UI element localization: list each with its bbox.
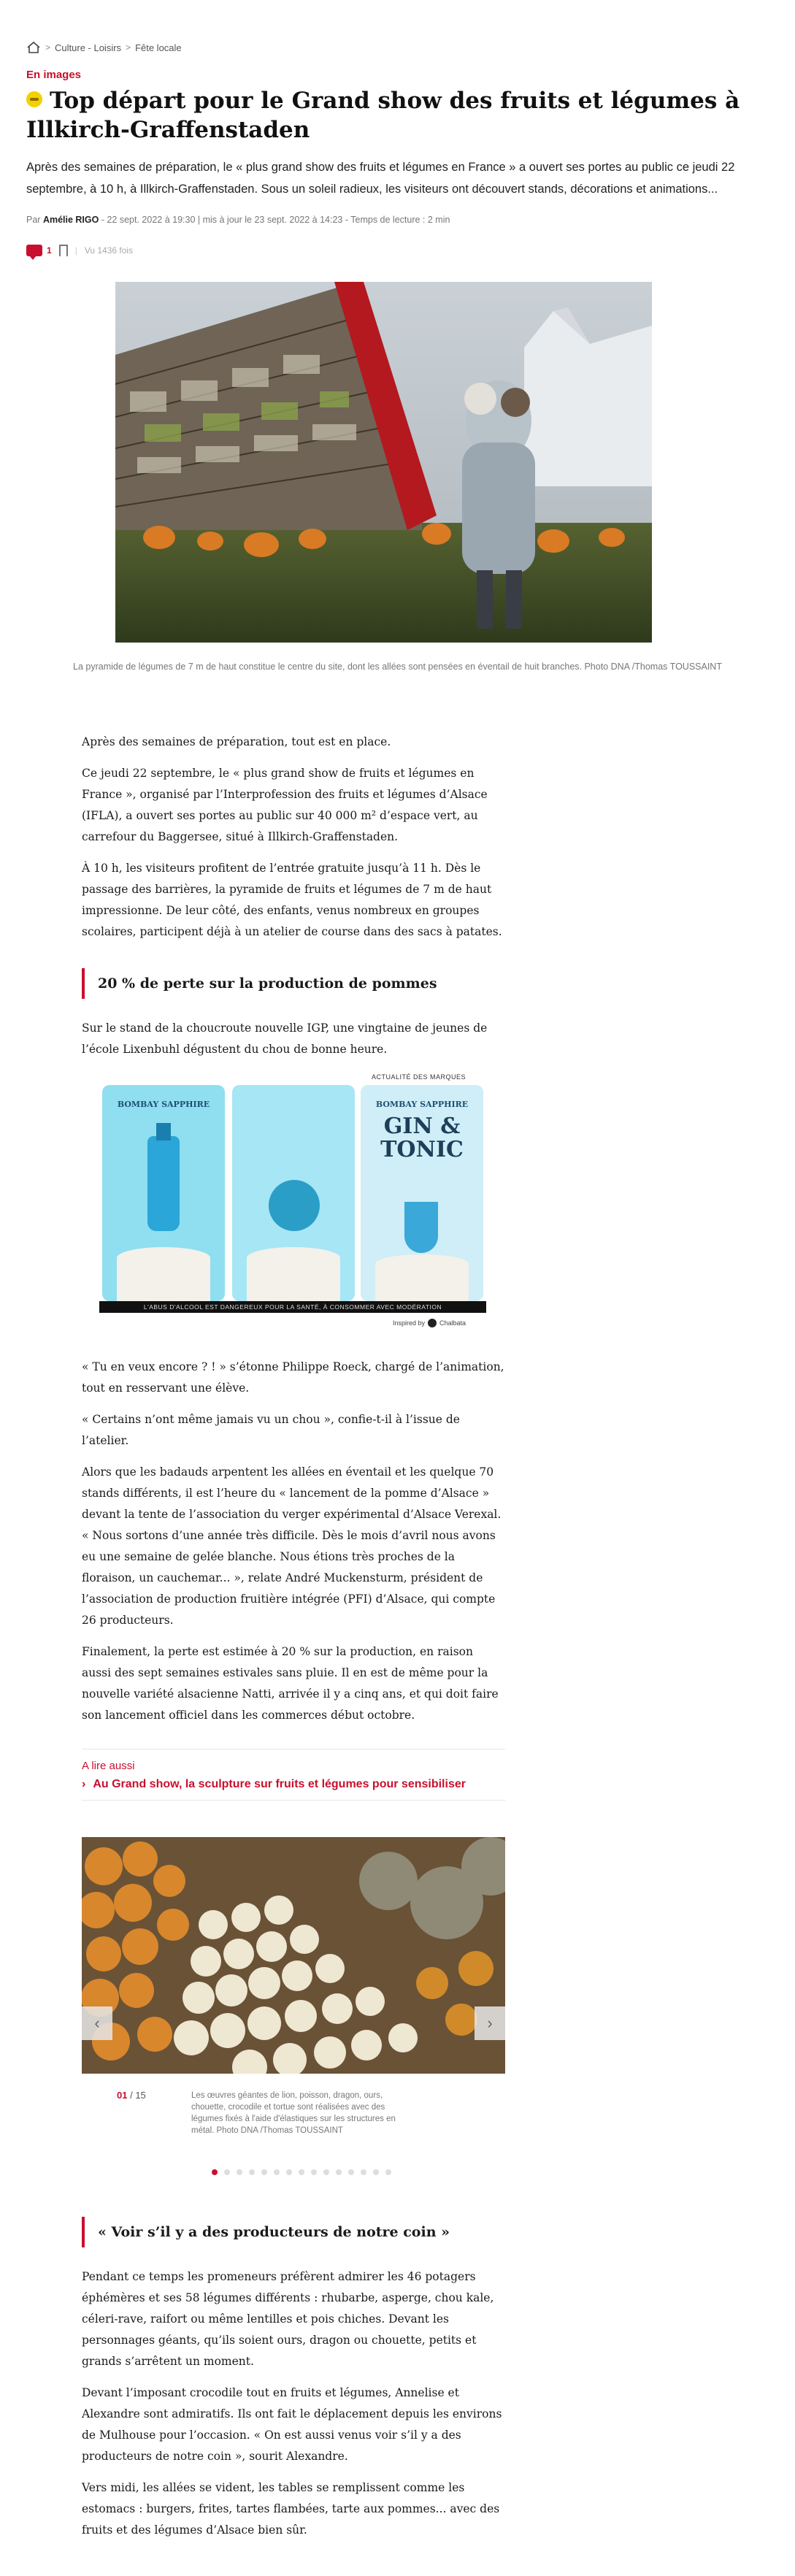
paragraph: Après des semaines de préparation, tout est en place. — [82, 735, 391, 748]
subheading: 20 % de perte sur la production de pommes — [82, 968, 505, 999]
article-body — [82, 2266, 505, 2551]
article-body — [82, 1357, 505, 1736]
cocktail-icon — [404, 1202, 438, 1253]
gallery-counter: 01 / 15 — [117, 2090, 146, 2101]
bottle-neck — [156, 1123, 171, 1141]
author-link[interactable]: Amélie RIGO — [42, 215, 99, 225]
gallery-next-button[interactable] — [475, 2006, 505, 2040]
article-actions — [26, 245, 769, 256]
article-meta — [26, 215, 769, 225]
ad-panel-gin-tonic[interactable] — [361, 1085, 483, 1301]
sponsored-ad[interactable] — [99, 1073, 486, 1329]
gallery-dot[interactable] — [323, 2169, 329, 2175]
ad-gin-tonic: GIN & TONIC — [380, 1113, 464, 1162]
gallery-dot[interactable] — [212, 2169, 218, 2175]
read-also-box — [82, 1749, 505, 1801]
gallery-dot[interactable] — [385, 2169, 391, 2175]
section-tag[interactable]: En images — [26, 69, 82, 81]
paragraph: Alors que les badauds arpentent les allées en éventail et les quelque 70 stands différents, il est l’heure du « lancement de la pomme d’Alsace » devant la tente de l’association du verger expérimental d’Alsace Verexal. « Nous sortons d’une année très difficile. Dès le mois d’avril nous avons eu une semaine de gelée blanche. Nous étions très proches de la floraison, un cauchemar... », relate André Muckensturm, président de l’association de production fruitière intégrée (PFI) d’Alsace, qui compte 26 producteurs. — [82, 1465, 502, 1627]
chevron-left-icon: ‹ — [94, 2014, 100, 2032]
gallery-dot[interactable] — [348, 2169, 354, 2175]
paragraph: Pendant ce temps les promeneurs préfèrent admirer les 46 potagers éphémères et ses 58 légumes différents : rhubarbe, asperge, chou kale, céleri-rave, raifort ou même lentilles et pois chiches. Devant les personnages géants, qu’ils soient ours, dragon ou chouette, petits et grands s’arrêtent un moment. — [82, 2270, 494, 2368]
breadcrumb-separator: > — [45, 42, 51, 53]
paragraph: Vers midi, les allées se vident, les tables se remplissent comme les estomacs : burgers, frites, tartes flambées, tarte aux pommes... avec des fruits et des légumes d’Alsace bien sûr. — [82, 2481, 500, 2537]
hero-caption: La pyramide de légumes de 7 m de haut constitue le centre du site, dont les allées sont pensées en éventail de huit branches. Photo DNA /Thomas TOUSSAINT — [73, 662, 722, 672]
plinth — [247, 1247, 340, 1301]
chevron-right-icon: › — [487, 2014, 493, 2032]
badge-icon — [26, 91, 42, 107]
ad-disclaimer — [99, 1301, 486, 1313]
read-also-link[interactable] — [82, 1778, 466, 1790]
gallery-dot[interactable] — [274, 2169, 280, 2175]
meta-prefix: Par — [26, 215, 41, 225]
comments-count[interactable]: 1 — [47, 245, 52, 256]
ad-panel-bottle[interactable] — [102, 1085, 225, 1301]
meta-dates: - 22 sept. 2022 à 19:30 | mis à jour le 23 sept. 2022 à 14:23 - Temps de lecture : 2 min — [99, 215, 450, 225]
glass-icon — [269, 1180, 320, 1231]
gallery-dot[interactable] — [286, 2169, 292, 2175]
gallery-dot[interactable] — [249, 2169, 255, 2175]
ad-panel-glass[interactable] — [232, 1085, 355, 1301]
paragraph: Ce jeudi 22 septembre, le « plus grand show de fruits et légumes en France », organisé par l’Interprofession des fruits et légumes d’Alsace (IFLA), a ouvert ses portes au public sur 40 000 m² d’espace vert, au carrefour du Baggersee, situé à Illkirch-Graffenstaden. — [82, 767, 488, 843]
gallery-prev-button[interactable] — [82, 2006, 112, 2040]
paragraph: Devant l’imposant crocodile tout en fruits et légumes, Annelise et Alexandre sont admiratifs. Ils ont fait le déplacement depuis les environs de Mulhouse pour l’occasion. « On est aussi venus voir s’il y a des producteurs de notre coin », sourit Alexandre. — [82, 2386, 502, 2463]
ad-brand: BOMBAY SAPPHIRE — [375, 1100, 469, 1109]
read-also-label: A lire aussi — [82, 1760, 135, 1772]
article-lead: Après des semaines de préparation, le « plus grand show des fruits et légumes en France » a ouvert ses portes au public ce jeudi 22 septembre, à 10 h, à Illkirch-Graffenstaden. Sous un soleil radieux, les visiteurs ont découvert stands, décorations et animations... — [26, 161, 735, 196]
paragraph: Finalement, la perte est estimée à 20 % sur la production, en raison aussi des sept semaines estivales sans pluie. Il en est de même pour la nouvelle variété alsacienne Natti, arrivée il y a cinq ans, et qui doit faire son lancement officiel dans les commerces début octobre. — [82, 1645, 499, 1722]
article-body — [82, 732, 505, 953]
gallery-dot[interactable] — [237, 2169, 242, 2175]
breadcrumb-item-culture[interactable]: Culture - Loisirs — [55, 42, 122, 53]
hero-image — [115, 282, 652, 643]
comment-icon[interactable] — [26, 245, 42, 256]
ad-disclaimer-text: L'ABUS D'ALCOOL EST DANGEREUX POUR LA SANTÉ, À CONSOMMER AVEC MODÉRATION — [143, 1303, 442, 1311]
chalbata-logo-icon — [428, 1319, 437, 1327]
gallery-dot[interactable] — [373, 2169, 379, 2175]
divider: | — [74, 245, 77, 256]
article-title-text: Top départ pour le Grand show des fruits et légumes à Illkirch-Graffenstaden — [26, 88, 740, 143]
paragraph: « Certains n’ont même jamais vu un chou », confie-t-il à l’issue de l’atelier. — [82, 1413, 460, 1447]
ad-footer-brand: Chalbata — [439, 1319, 466, 1327]
gallery-current: 01 — [117, 2090, 128, 2101]
plinth — [375, 1254, 469, 1301]
gallery-total: 15 — [135, 2090, 146, 2101]
ad-brand: BOMBAY SAPPHIRE — [117, 1100, 210, 1109]
article-body — [82, 1018, 505, 1070]
paragraph: Sur le stand de la choucroute nouvelle IGP, une vingtaine de jeunes de l’école Lixenbuhl dégustent du chou de bonne heure. — [82, 1021, 488, 1056]
bookmark-icon[interactable] — [59, 245, 68, 256]
gallery-dot[interactable] — [224, 2169, 230, 2175]
bottle-icon — [147, 1136, 180, 1231]
views-count: Vu 1436 fois — [84, 245, 134, 256]
home-icon[interactable] — [26, 41, 41, 54]
gallery-dot[interactable] — [311, 2169, 317, 2175]
ad-footer — [393, 1319, 466, 1327]
breadcrumb-separator: > — [126, 42, 131, 53]
breadcrumb-item-fete-locale[interactable]: Fête locale — [135, 42, 182, 53]
paragraph: À 10 h, les visiteurs profitent de l’entrée gratuite jusqu’à 11 h. Dès le passage des barrières, la pyramide de fruits et légumes de 7 m de haut impressionne. De leur côté, des enfants, venus nombreux en groupes scolaires, participent déjà à un atelier de course dans des sacs à patates. — [82, 862, 502, 938]
article-title — [26, 86, 769, 145]
breadcrumb — [26, 41, 769, 54]
paragraph: « Tu en veux encore ? ! » s’étonne Philippe Roeck, chargé de l’animation, tout en resservant une élève. — [82, 1360, 504, 1395]
subheading: « Voir s’il y a des producteurs de notre coin » — [82, 2217, 505, 2247]
gallery-dot[interactable] — [361, 2169, 366, 2175]
ad-header: ACTUALITÉ DES MARQUES — [371, 1073, 466, 1081]
gallery-dot[interactable] — [336, 2169, 342, 2175]
gallery-dot[interactable] — [261, 2169, 267, 2175]
gallery-dots — [212, 2169, 391, 2175]
gallery-dot[interactable] — [299, 2169, 304, 2175]
read-also-link-text: Au Grand show, la sculpture sur fruits et légumes pour sensibiliser — [93, 1778, 466, 1790]
gallery-image[interactable] — [82, 1837, 505, 2074]
arrow-right-icon: › — [82, 1778, 86, 1790]
ad-footer-text: Inspired by — [392, 1319, 425, 1327]
plinth — [117, 1247, 210, 1301]
gallery-caption: Les œuvres géantes de lion, poisson, dragon, ours, chouette, crocodile et tortue sont réalisées avec des légumes fixés à l'aide d'élastiques sur les structures en métal. Photo DNA /Thomas TOUSSAINT — [191, 2091, 396, 2135]
